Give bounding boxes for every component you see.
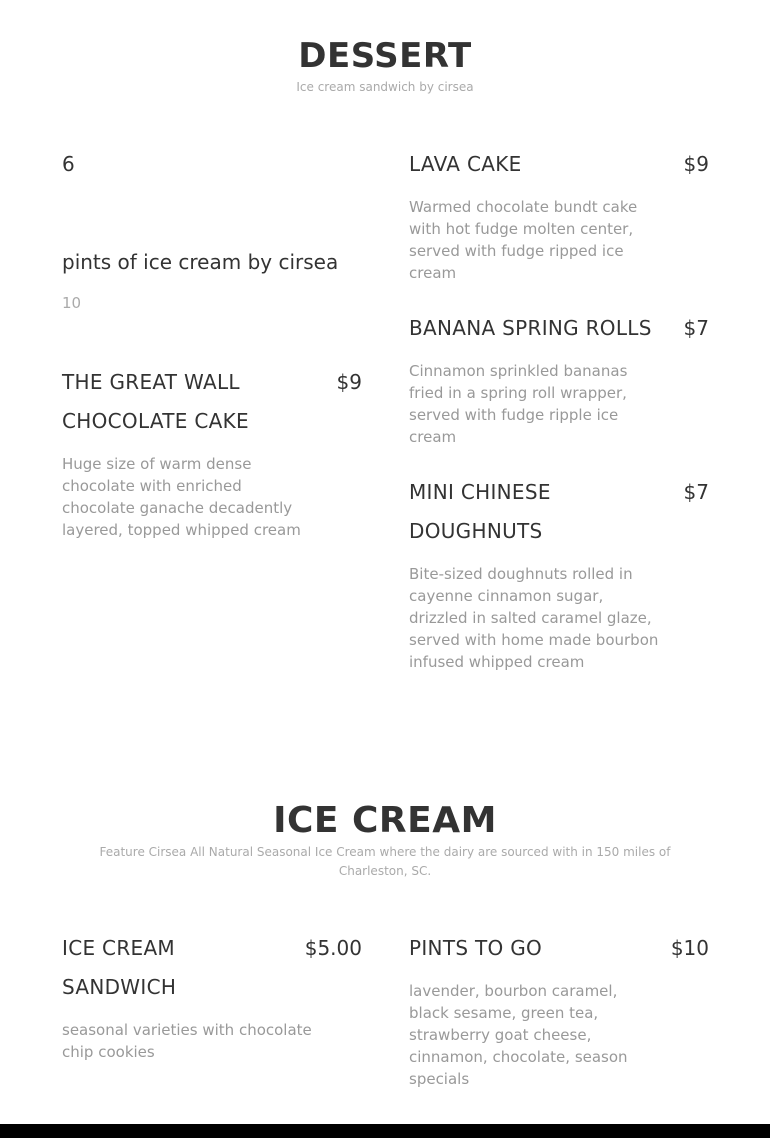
menu-item-price: $10	[670, 936, 709, 960]
menu-item-price: $7	[683, 316, 709, 340]
menu-item-description: lavender, bourbon caramel, black sesame, green tea, strawberry goat cheese, cinnamon, chocolate, season specials	[409, 982, 628, 1088]
menu-item-description: Huge size of warm dense chocolate with enriched chocolate ganache decadently layered, topped whipped cream	[62, 455, 301, 539]
menu-item-mini-chinese-doughnuts	[409, 473, 709, 673]
menu-item-name: THE GREAT WALL CHOCOLATE CAKE	[62, 370, 249, 433]
menu-item-banana-spring-rolls	[409, 309, 709, 448]
menu-item-description: Bite-sized doughnuts rolled in cayenne cinnamon sugar, drizzled in salted caramel glaze, served with home made bourbon infused whipped cream	[409, 565, 659, 671]
menu-item-ice-cream-sandwich	[62, 929, 362, 1063]
menu-item-great-wall-chocolate-cake	[62, 363, 362, 541]
menu-item-price: $9	[336, 370, 362, 394]
menu-item-description: seasonal varieties with chocolate chip cookies	[62, 1021, 312, 1061]
menu-item-lava-cake	[409, 145, 709, 284]
ice-cream-section-title: ICE CREAM	[273, 800, 497, 841]
ice-cream-section-subtitle: Feature Cirsea All Natural Seasonal Ice Cream where the dairy are sourced with in 150 miles of Charleston, SC.	[99, 845, 671, 878]
menu-item-price: $5.00	[304, 936, 362, 960]
menu-item-pints-to-go	[409, 929, 709, 1090]
menu-item-name: BANANA SPRING ROLLS	[409, 316, 652, 340]
menu-item-price: $7	[683, 480, 709, 504]
footer-bar	[0, 1124, 770, 1138]
menu-item-price: $9	[683, 152, 709, 176]
menu-item-name: MINI CHINESE DOUGHNUTS	[409, 480, 551, 543]
menu-item-description: Cinnamon sprinkled bananas fried in a spring roll wrapper, served with fudge ripple ice cream	[409, 362, 628, 446]
menu-item-description: Warmed chocolate bundt cake with hot fudge molten center, served with fudge ripped ice cream	[409, 198, 638, 282]
menu-item-name: PINTS TO GO	[409, 936, 543, 960]
dessert-section-title: DESSERT	[298, 36, 472, 76]
menu-item-name: ICE CREAM SANDWICH	[62, 936, 177, 999]
menu-item-name: LAVA CAKE	[409, 152, 522, 176]
pints-line: pints of ice cream by cirsea	[62, 250, 339, 274]
pints-number: 10	[62, 294, 82, 312]
stray-number: 6	[62, 152, 75, 176]
dessert-section-subtitle: Ice cream sandwich by cirsea	[296, 80, 474, 94]
